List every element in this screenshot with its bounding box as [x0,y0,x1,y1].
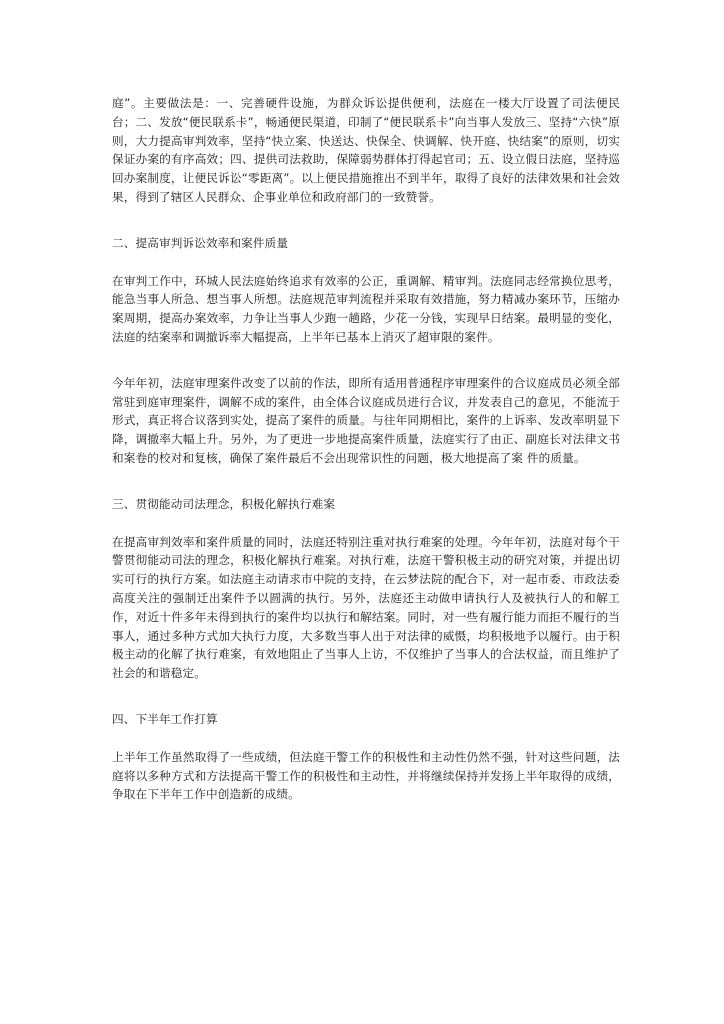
paragraph-2a: 在审判工作中，环城人民法庭始终追求有效率的公正，重调解、精审判。法庭同志经常换位思考，能急当事人所急、想当事人所想。法庭规范审判流程并采取有效措施，努力精减办案环节，压缩办案周期，提高办案效率，力争让当事人少跑一趟路，少花一分钱，实现早日结案。最明显的变化，法庭的结案率和调撤诉率大幅提高，上半年已基本上消灭了超审限的案件。 [112,273,620,344]
paragraph-2b: 今年年初，法庭审理案件改变了以前的作法，即所有适用普通程序审理案件的合议庭成员必须全部常驻到庭审理案件，调解不成的案件，由全体合议庭成员进行合议，并发表自己的意见，不能流于形式，真正将合议落到实处，提高了案件的质量。与往年同期相比，案件的上诉率、发改率明显下降，调撤率大幅上升。另外，为了更进一步地提高案件质量，法庭实行了由正、副庭长对法律文书和案卷的校对和复核，确保了案件最后不会出现常识性的问题，极大地提高了案 件的质量。 [112,375,620,465]
document-page [112,94,620,804]
paragraph-3: 在提高审判效率和案件质量的同时，法庭还特别注重对执行难案的处理。今年年初，法庭对每个干警贯彻能动司法的理念，积极化解执行难案。对执行难，法庭干警积极主动的研究对策，并提出切实可行的执行方案。如法庭主动请求市中院的支持，在云梦法院的配合下，对一起市委、市政法委高度关注的强制迁出案件予以圆满的执行。另外，法庭还主动做申请执行人及被执行人的和解工作，对近十件多年未得到执行的案件均以执行和解结案。同时，对一些有履行能力而拒不履行的当事人，通过多种方式加大执行力度，大多数当事人出于对法律的威慑，均积极地予以履行。由于积极主动的化解了执行难案，有效地阻止了当事人上访，不仅维护了当事人的合法权益，而且维护了社会的和谐稳定。 [112,534,620,681]
paragraph-intro: 庭”。主要做法是：一、完善硬件设施，为群众诉讼提供便利，法庭在一楼大厅设置了司法便民台；二、发放“便民联系卡”，畅通便民渠道，印制了“便民联系卡”向当事人发放三、坚持“六快”原则，大力提高审判效率，坚持“快立案、快送达、快保全、快调解、快开庭、快结案”的原则，切实保证办案的有序高效；四、提供司法救助，保障弱势群体打得起官司；五、设立假日法庭，坚持巡回办案制度，让便民诉讼“零距离”。以上便民措施推出不到半年，取得了良好的法律效果和社会效果，得到了辖区人民群众、企事业单位和政府部门的一致赞誉。 [112,96,620,204]
section-heading-2: 二、提高审判诉讼效率和案件质量 [112,235,289,250]
section-heading-3: 三、贯彻能动司法理念，积极化解执行难案 [112,496,336,511]
section-heading-4: 四、下半年工作打算 [112,711,218,726]
paragraph-4: 上半年工作虽然取得了一些成绩，但法庭干警工作的积极性和主动性仍然不强，针对这些问题，法庭将以多种方式和方法提高干警工作的积极性和主动性，并将继续保持并发扬上半年取得的成绩，争取在下半年工作中创造新的成绩。 [112,749,620,802]
